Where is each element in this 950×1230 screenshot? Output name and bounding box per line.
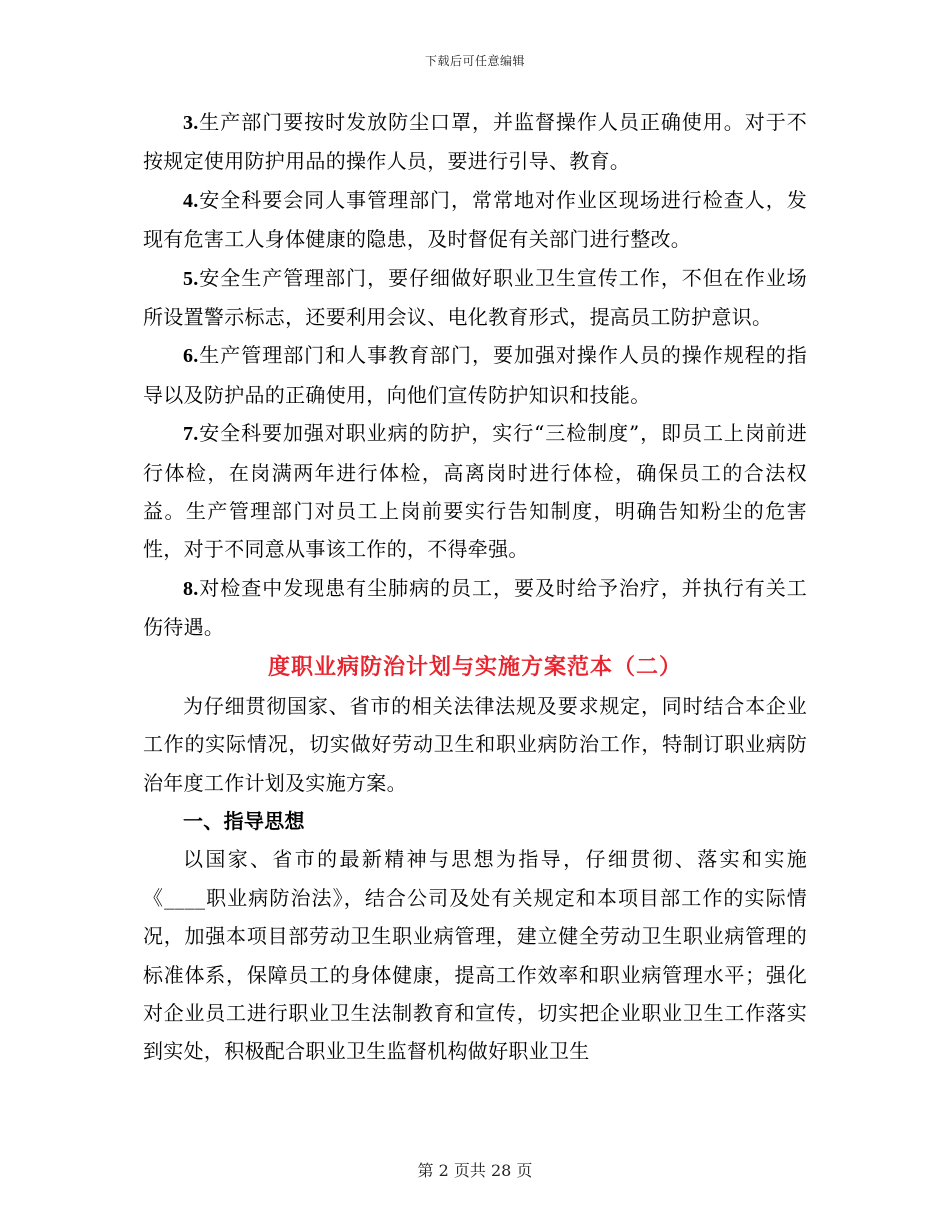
list-item-4 xyxy=(143,181,807,259)
list-item-8 xyxy=(143,569,807,647)
list-item-7 xyxy=(143,414,807,569)
item-text: 生产管理部门和人事教育部门，要加强对操作人员的操作规程的指导以及防护品的正确使用，向他们宣传防护知识和技能。 xyxy=(143,343,807,407)
page-footer: 第 2 页共 28 页 xyxy=(417,1161,533,1180)
item-number: 3. xyxy=(183,112,199,134)
item-number: 5. xyxy=(183,267,199,290)
list-item-5 xyxy=(143,259,807,337)
section-title: 度职业病防治计划与实施方案范本（二） xyxy=(267,653,682,680)
item-number: 4. xyxy=(183,189,199,212)
item-text: 生产部门要按时发放防尘口罩，并监督操作人员正确使用。对于不按规定使用防护用品的操作人员，要进行引导、教育。 xyxy=(143,110,807,174)
item-text: 安全生产管理部门，要仔细做好职业卫生宣传工作，不但在作业场所设置警示标志，还要利用会议、电化教育形式，提高员工防护意识。 xyxy=(143,265,807,330)
document-body xyxy=(143,103,807,1071)
list-item-3 xyxy=(143,103,807,181)
page-header: 下载后可任意编辑 xyxy=(424,54,525,68)
item-number: 6. xyxy=(183,345,199,368)
list-item-6 xyxy=(143,336,807,414)
item-text: 安全科要会同人事管理部门，常常地对作业区现场进行检查人，发现有危害工人身体健康的隐患，及时督促有关部门进行整改。 xyxy=(143,187,807,252)
intro-paragraph: 为仔细贯彻国家、省市的相关法律法规及要求规定，同时结合本企业工作的实际情况，切实做好劳动卫生和职业病防治工作，特制订职业病防治年度工作计划及实施方案。 xyxy=(143,693,807,795)
subheading-guiding-thought: 一、指导思想 xyxy=(183,808,305,833)
item-text: 安全科要加强对职业病的防护，实行“三检制度”，即员工上岗前进行体检，在岗满两年进行体检，高离岗时进行体检，确保员工的合法权益。生产管理部门对员工上岗前要实行告知制度，明确告知粉尘的危害性，对于不同意从事该工作的，不得牵强。 xyxy=(143,421,807,562)
item-number: 8. xyxy=(183,577,199,600)
item-text: 对检查中发现患有尘肺病的员工，要及时给予治疗，并执行有关工伤待遇。 xyxy=(143,575,807,640)
item-number: 7. xyxy=(183,423,199,446)
guiding-paragraph: 以国家、省市的最新精神与思想为指导，仔细贯彻、落实和实施《____职业病防治法》，结合公司及处有关规定和本项目部工作的实际情况，加强本项目部劳动卫生职业病管理，建立健全劳动卫生职业病管理的标准体系，保障员工的身体健康，提高工作效率和职业病管理水平；强化对企业员工进行职业卫生法制教育和宣传，切实把企业职业卫生工作落实到实处，积极配合职业卫生监督机构做好职业卫生 xyxy=(143,847,807,1064)
